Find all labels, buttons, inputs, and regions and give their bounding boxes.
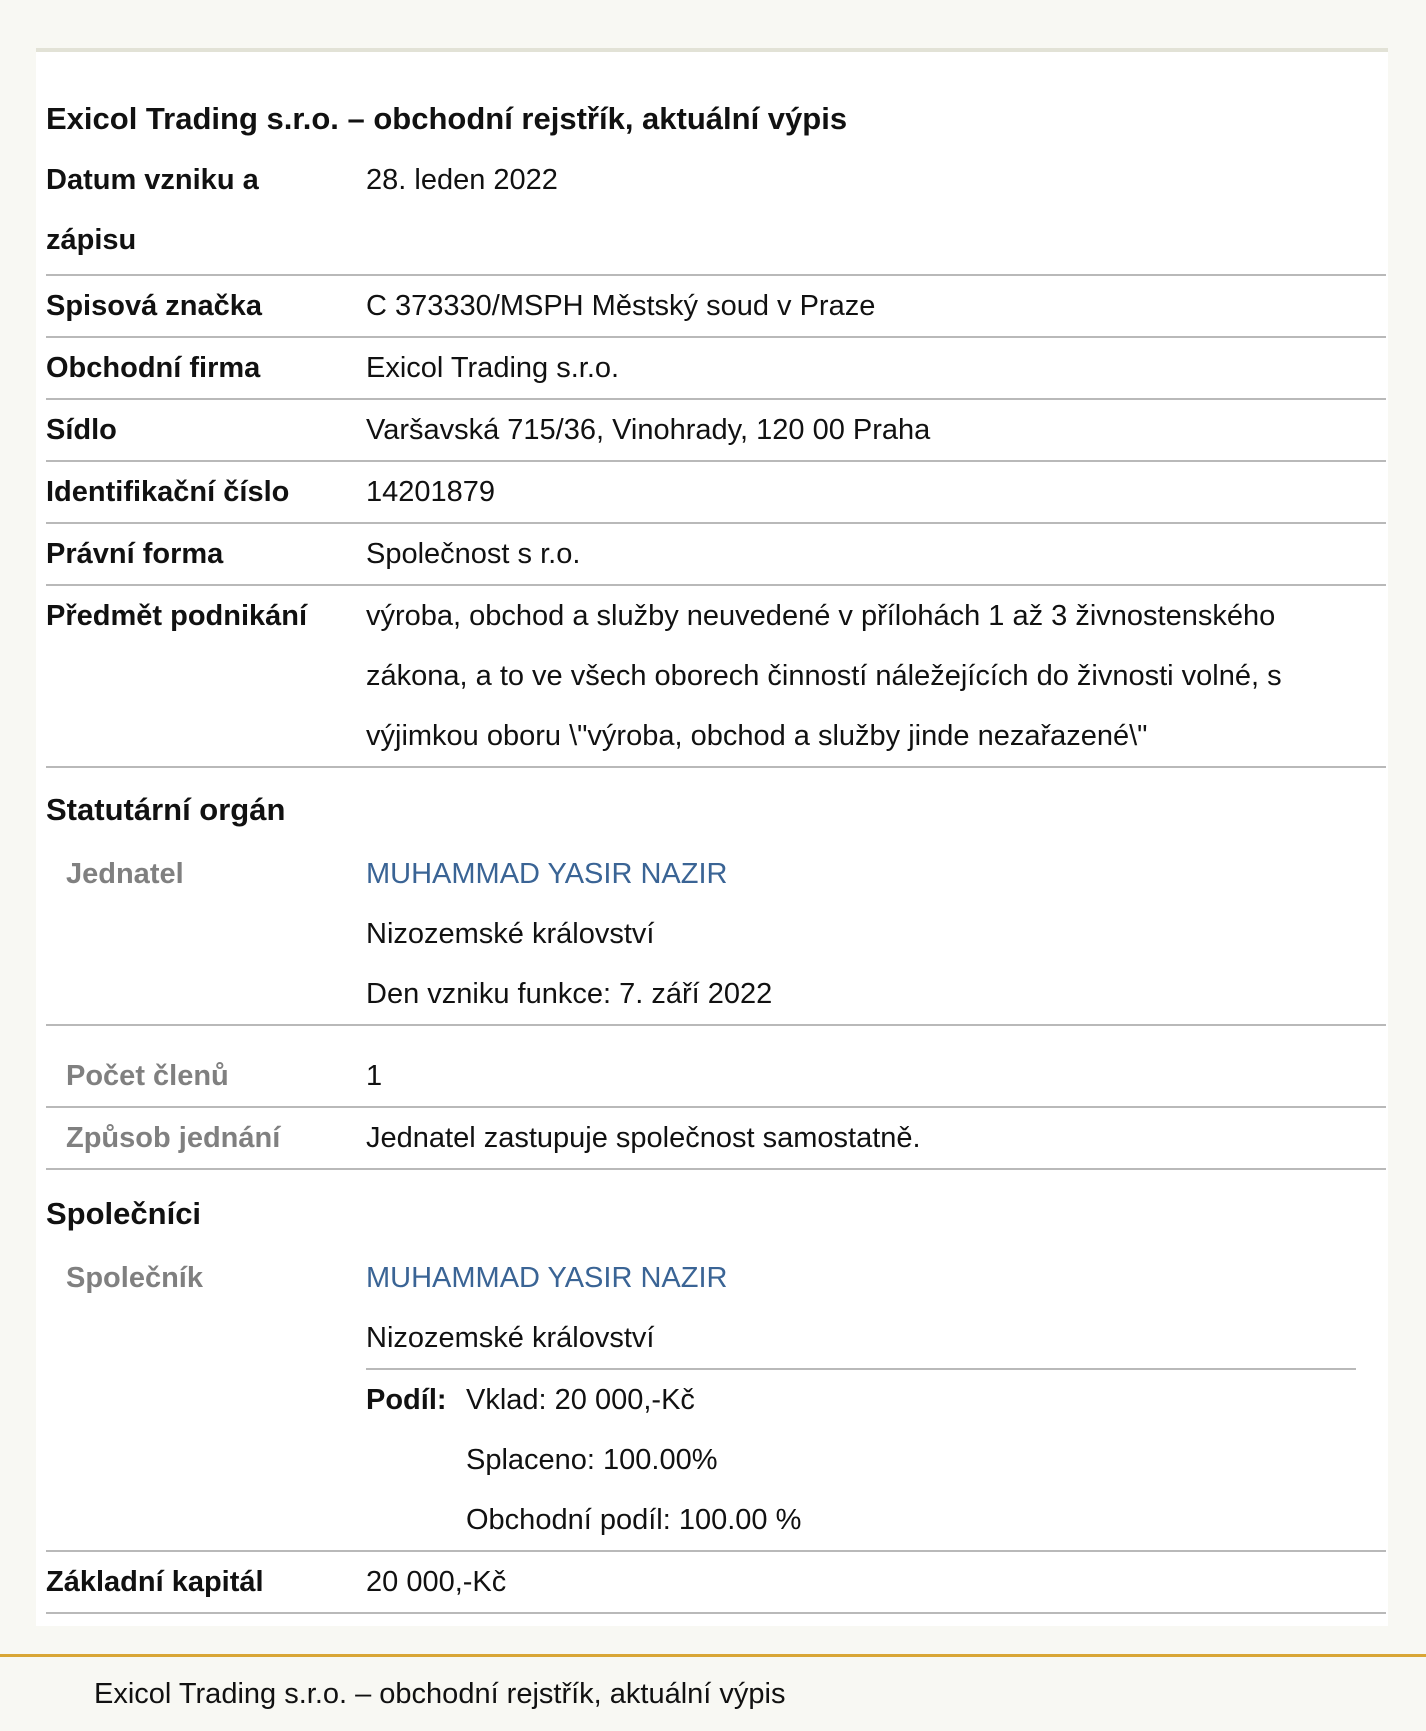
section-spolecnici: Společníci <box>46 1196 202 1231</box>
jednatel-name-link[interactable]: MUHAMMAD YASIR NAZIR <box>366 858 728 890</box>
row-pravni-forma <box>46 524 1386 586</box>
value-spisova-znacka: C 373330/MSPH Městský soud v Praze <box>366 290 876 322</box>
label-podil: Podíl: <box>366 1384 447 1416</box>
jednatel-since: Den vzniku funkce: 7. září 2022 <box>366 978 773 1010</box>
predmet-line-1: výroba, obchod a služby neuvedené v přílohách 1 až 3 živnostenského <box>366 600 1276 632</box>
value-splaceno: Splaceno: 100.00% <box>466 1444 718 1476</box>
value-pravni-forma: Společnost s r.o. <box>366 538 581 570</box>
value-obchodni-podil: Obchodní podíl: 100.00 % <box>466 1504 802 1536</box>
row-jednatel <box>46 844 1386 1026</box>
row-pocet-clenu <box>46 1046 1386 1108</box>
page-title: Exicol Trading s.r.o. – obchodní rejstřík, aktuální výpis <box>46 101 848 136</box>
value-zakladni-kapital: 20 000,-Kč <box>366 1566 507 1598</box>
label-zpusob-jednani: Způsob jednání <box>66 1122 281 1154</box>
predmet-line-3: výjimkou oboru \"výroba, obchod a služby jinde nezařazené\" <box>366 720 1148 752</box>
value-jednatel <box>366 844 1366 1024</box>
label-pocet-clenu: Počet členů <box>66 1060 229 1092</box>
label-datum-line1: Datum vzniku a <box>46 164 259 196</box>
footer-title: Exicol Trading s.r.o. – obchodní rejstřík, aktuální výpis <box>94 1678 786 1710</box>
row-identifikacni-cislo <box>46 462 1386 524</box>
value-identifikacni-cislo: 14201879 <box>366 476 496 508</box>
value-datum-vzniku: 28. leden 2022 <box>366 164 558 196</box>
label-datum-vzniku <box>46 150 356 270</box>
spolecnik-name-link[interactable]: MUHAMMAD YASIR NAZIR <box>366 1262 728 1294</box>
row-obchodni-firma <box>46 338 1386 400</box>
section-statutarni-organ: Statutární orgán <box>46 792 286 827</box>
row-sidlo <box>46 400 1386 462</box>
value-pocet-clenu: 1 <box>366 1060 383 1092</box>
label-identifikacni-cislo: Identifikační číslo <box>46 476 290 508</box>
label-sidlo: Sídlo <box>46 414 117 446</box>
label-pravni-forma: Právní forma <box>46 538 224 570</box>
label-obchodni-firma: Obchodní firma <box>46 352 261 384</box>
row-spisova-znacka <box>46 276 1386 338</box>
label-spolecnik: Společník <box>66 1262 203 1294</box>
label-jednatel: Jednatel <box>66 858 184 890</box>
row-predmet-podnikani <box>46 586 1386 768</box>
row-zakladni-kapital <box>46 1552 1386 1614</box>
value-sidlo: Varšavská 715/36, Vinohrady, 120 00 Praha <box>366 414 931 446</box>
label-spisova-znacka: Spisová značka <box>46 290 262 322</box>
value-obchodni-firma: Exicol Trading s.r.o. <box>366 352 620 384</box>
row-datum-vzniku <box>46 150 1386 276</box>
value-spolecnik <box>366 1248 1366 1368</box>
row-spolecnik <box>46 1248 1386 1368</box>
label-predmet-podnikani: Předmět podnikání <box>46 600 308 632</box>
label-datum-line2: zápisu <box>46 224 137 256</box>
value-vklad: Vklad: 20 000,-Kč <box>466 1384 695 1416</box>
row-zpusob-jednani <box>46 1108 1386 1170</box>
jednatel-country: Nizozemské království <box>366 918 655 950</box>
label-zakladni-kapital: Základní kapitál <box>46 1566 264 1598</box>
value-predmet-podnikani <box>366 586 1366 766</box>
predmet-line-2: zákona, a to ve všech oborech činností náležejících do živnosti volné, s <box>366 660 1282 692</box>
spolecnik-country: Nizozemské království <box>366 1322 655 1354</box>
value-zpusob-jednani: Jednatel zastupuje společnost samostatně. <box>366 1122 921 1154</box>
